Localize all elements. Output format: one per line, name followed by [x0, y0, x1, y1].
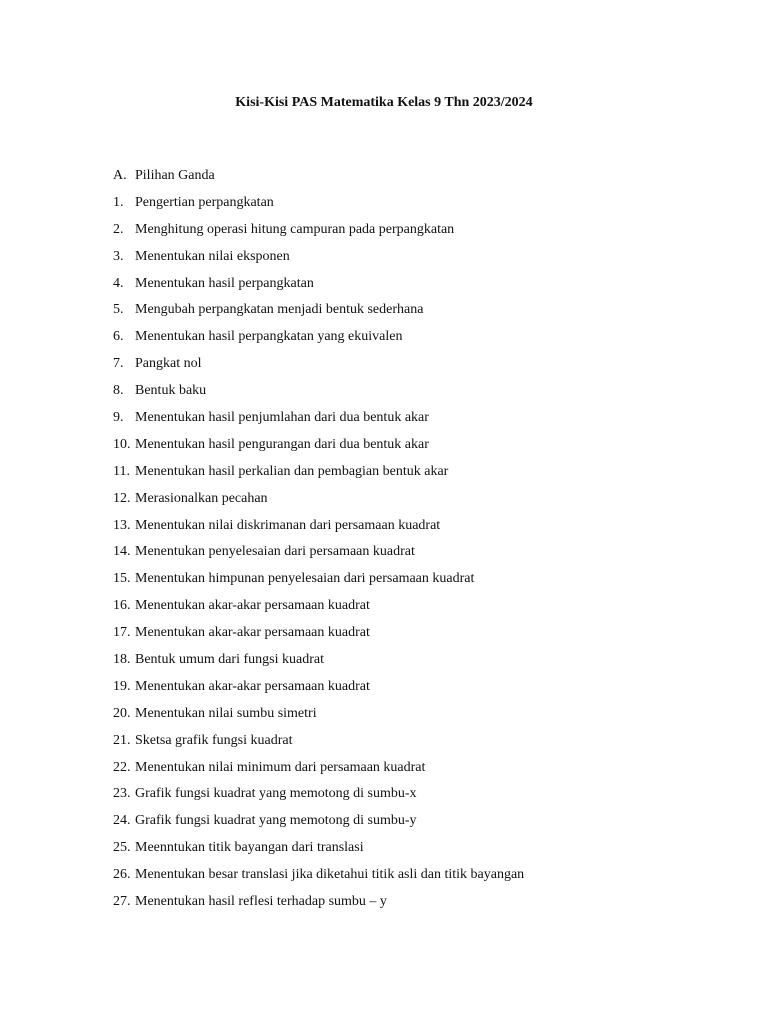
list-item-number: 26. — [113, 867, 131, 883]
list-item-number: 6. — [113, 329, 124, 345]
list-item-number: 12. — [113, 490, 131, 506]
list-item-number: 8. — [113, 383, 124, 399]
list-item-number: 7. — [113, 356, 124, 372]
list-item — [113, 676, 733, 703]
list-item-number: 15. — [113, 571, 131, 587]
list-item-number: 23. — [113, 786, 131, 802]
list-item — [113, 622, 733, 649]
list-item-number: 13. — [113, 517, 131, 533]
list-item-text: Menentukan besar translasi jika diketahui titik asli dan titik bayangan — [135, 867, 525, 883]
list-item-number: 21. — [113, 732, 131, 748]
list-item-text: Menentukan akar-akar persamaan kuadrat — [135, 598, 370, 614]
list-item-text: Menentukan akar-akar persamaan kuadrat — [135, 678, 370, 694]
list-item-number: 1. — [113, 194, 124, 210]
list-item — [113, 757, 733, 784]
list-item-number: 10. — [113, 436, 131, 452]
document-title: Kisi-Kisi PAS Matematika Kelas 9 Thn 2023/2024 — [235, 95, 533, 110]
list-item-text: Sketsa grafik fungsi kuadrat — [135, 732, 293, 748]
list-item-text: Bentuk baku — [135, 383, 207, 399]
item-list — [113, 165, 733, 918]
list-item-text: Menentukan nilai diskrimanan dari persamaan kuadrat — [135, 517, 441, 533]
list-item — [113, 246, 733, 273]
list-item-text: Menentukan hasil perkalian dan pembagian bentuk akar — [135, 463, 449, 479]
list-item-text: Bentuk umum dari fungsi kuadrat — [135, 652, 324, 668]
list-item — [113, 730, 733, 757]
list-item-number: 16. — [113, 598, 131, 614]
items-container — [113, 192, 733, 918]
section-marker: A. — [113, 168, 127, 183]
list-item-number: 3. — [113, 248, 124, 264]
section-heading — [113, 165, 733, 192]
list-item-text: Grafik fungsi kuadrat yang memotong di sumbu-y — [135, 813, 417, 829]
list-item-number: 22. — [113, 759, 131, 775]
list-item — [113, 461, 733, 488]
list-item-text: Menentukan hasil penjumlahan dari dua bentuk akar — [135, 410, 429, 426]
list-item — [113, 488, 733, 515]
list-item — [113, 407, 733, 434]
list-item — [113, 703, 733, 730]
list-item — [113, 783, 733, 810]
list-item — [113, 380, 733, 407]
list-item — [113, 649, 733, 676]
list-item-number: 11. — [113, 463, 130, 479]
list-item-text: Menentukan nilai sumbu simetri — [135, 705, 317, 721]
list-item-text: Pengertian perpangkatan — [135, 194, 274, 210]
list-item — [113, 810, 733, 837]
list-item-number: 9. — [113, 410, 124, 426]
list-item-text: Meenntukan titik bayangan dari translasi — [135, 840, 364, 856]
list-item — [113, 568, 733, 595]
list-item — [113, 864, 733, 891]
list-item — [113, 837, 733, 864]
list-item-number: 27. — [113, 894, 131, 910]
list-item-text: Menentukan nilai minimum dari persamaan kuadrat — [135, 759, 426, 775]
list-item — [113, 891, 733, 918]
list-item — [113, 434, 733, 461]
list-item-text: Menentukan hasil reflesi terhadap sumbu – y — [135, 894, 387, 910]
list-item-number: 24. — [113, 813, 131, 829]
list-item-text: Menentukan hasil perpangkatan — [135, 275, 314, 291]
list-item-number: 14. — [113, 544, 131, 560]
list-item — [113, 515, 733, 542]
list-item-number: 2. — [113, 221, 124, 237]
list-item — [113, 273, 733, 300]
list-item-text: Menentukan akar-akar persamaan kuadrat — [135, 625, 370, 641]
section-label: Pilihan Ganda — [135, 168, 215, 183]
list-item-number: 17. — [113, 625, 131, 641]
list-item — [113, 326, 733, 353]
list-item — [113, 299, 733, 326]
list-item-number: 19. — [113, 678, 131, 694]
list-item-number: 5. — [113, 302, 124, 318]
list-item-number: 20. — [113, 705, 131, 721]
list-item-number: 4. — [113, 275, 124, 291]
list-item-text: Pangkat nol — [135, 356, 202, 372]
list-item-text: Menentukan hasil pengurangan dari dua bentuk akar — [135, 436, 429, 452]
list-item — [113, 219, 733, 246]
list-item-text: Menghitung operasi hitung campuran pada perpangkatan — [135, 221, 455, 237]
list-item — [113, 541, 733, 568]
list-item-text: Menentukan penyelesaian dari persamaan kuadrat — [135, 544, 415, 560]
list-item-number: 25. — [113, 840, 131, 856]
list-item-text: Merasionalkan pecahan — [135, 490, 268, 506]
list-item — [113, 353, 733, 380]
list-item-number: 18. — [113, 652, 131, 668]
list-item-text: Menentukan hasil perpangkatan yang ekuivalen — [135, 329, 403, 345]
list-item-text: Menentukan nilai eksponen — [135, 248, 290, 264]
list-item — [113, 192, 733, 219]
list-item-text: Menentukan himpunan penyelesaian dari persamaan kuadrat — [135, 571, 475, 587]
list-item-text: Mengubah perpangkatan menjadi bentuk sederhana — [135, 302, 424, 318]
list-item-text: Grafik fungsi kuadrat yang memotong di sumbu-x — [135, 786, 417, 802]
list-item — [113, 595, 733, 622]
